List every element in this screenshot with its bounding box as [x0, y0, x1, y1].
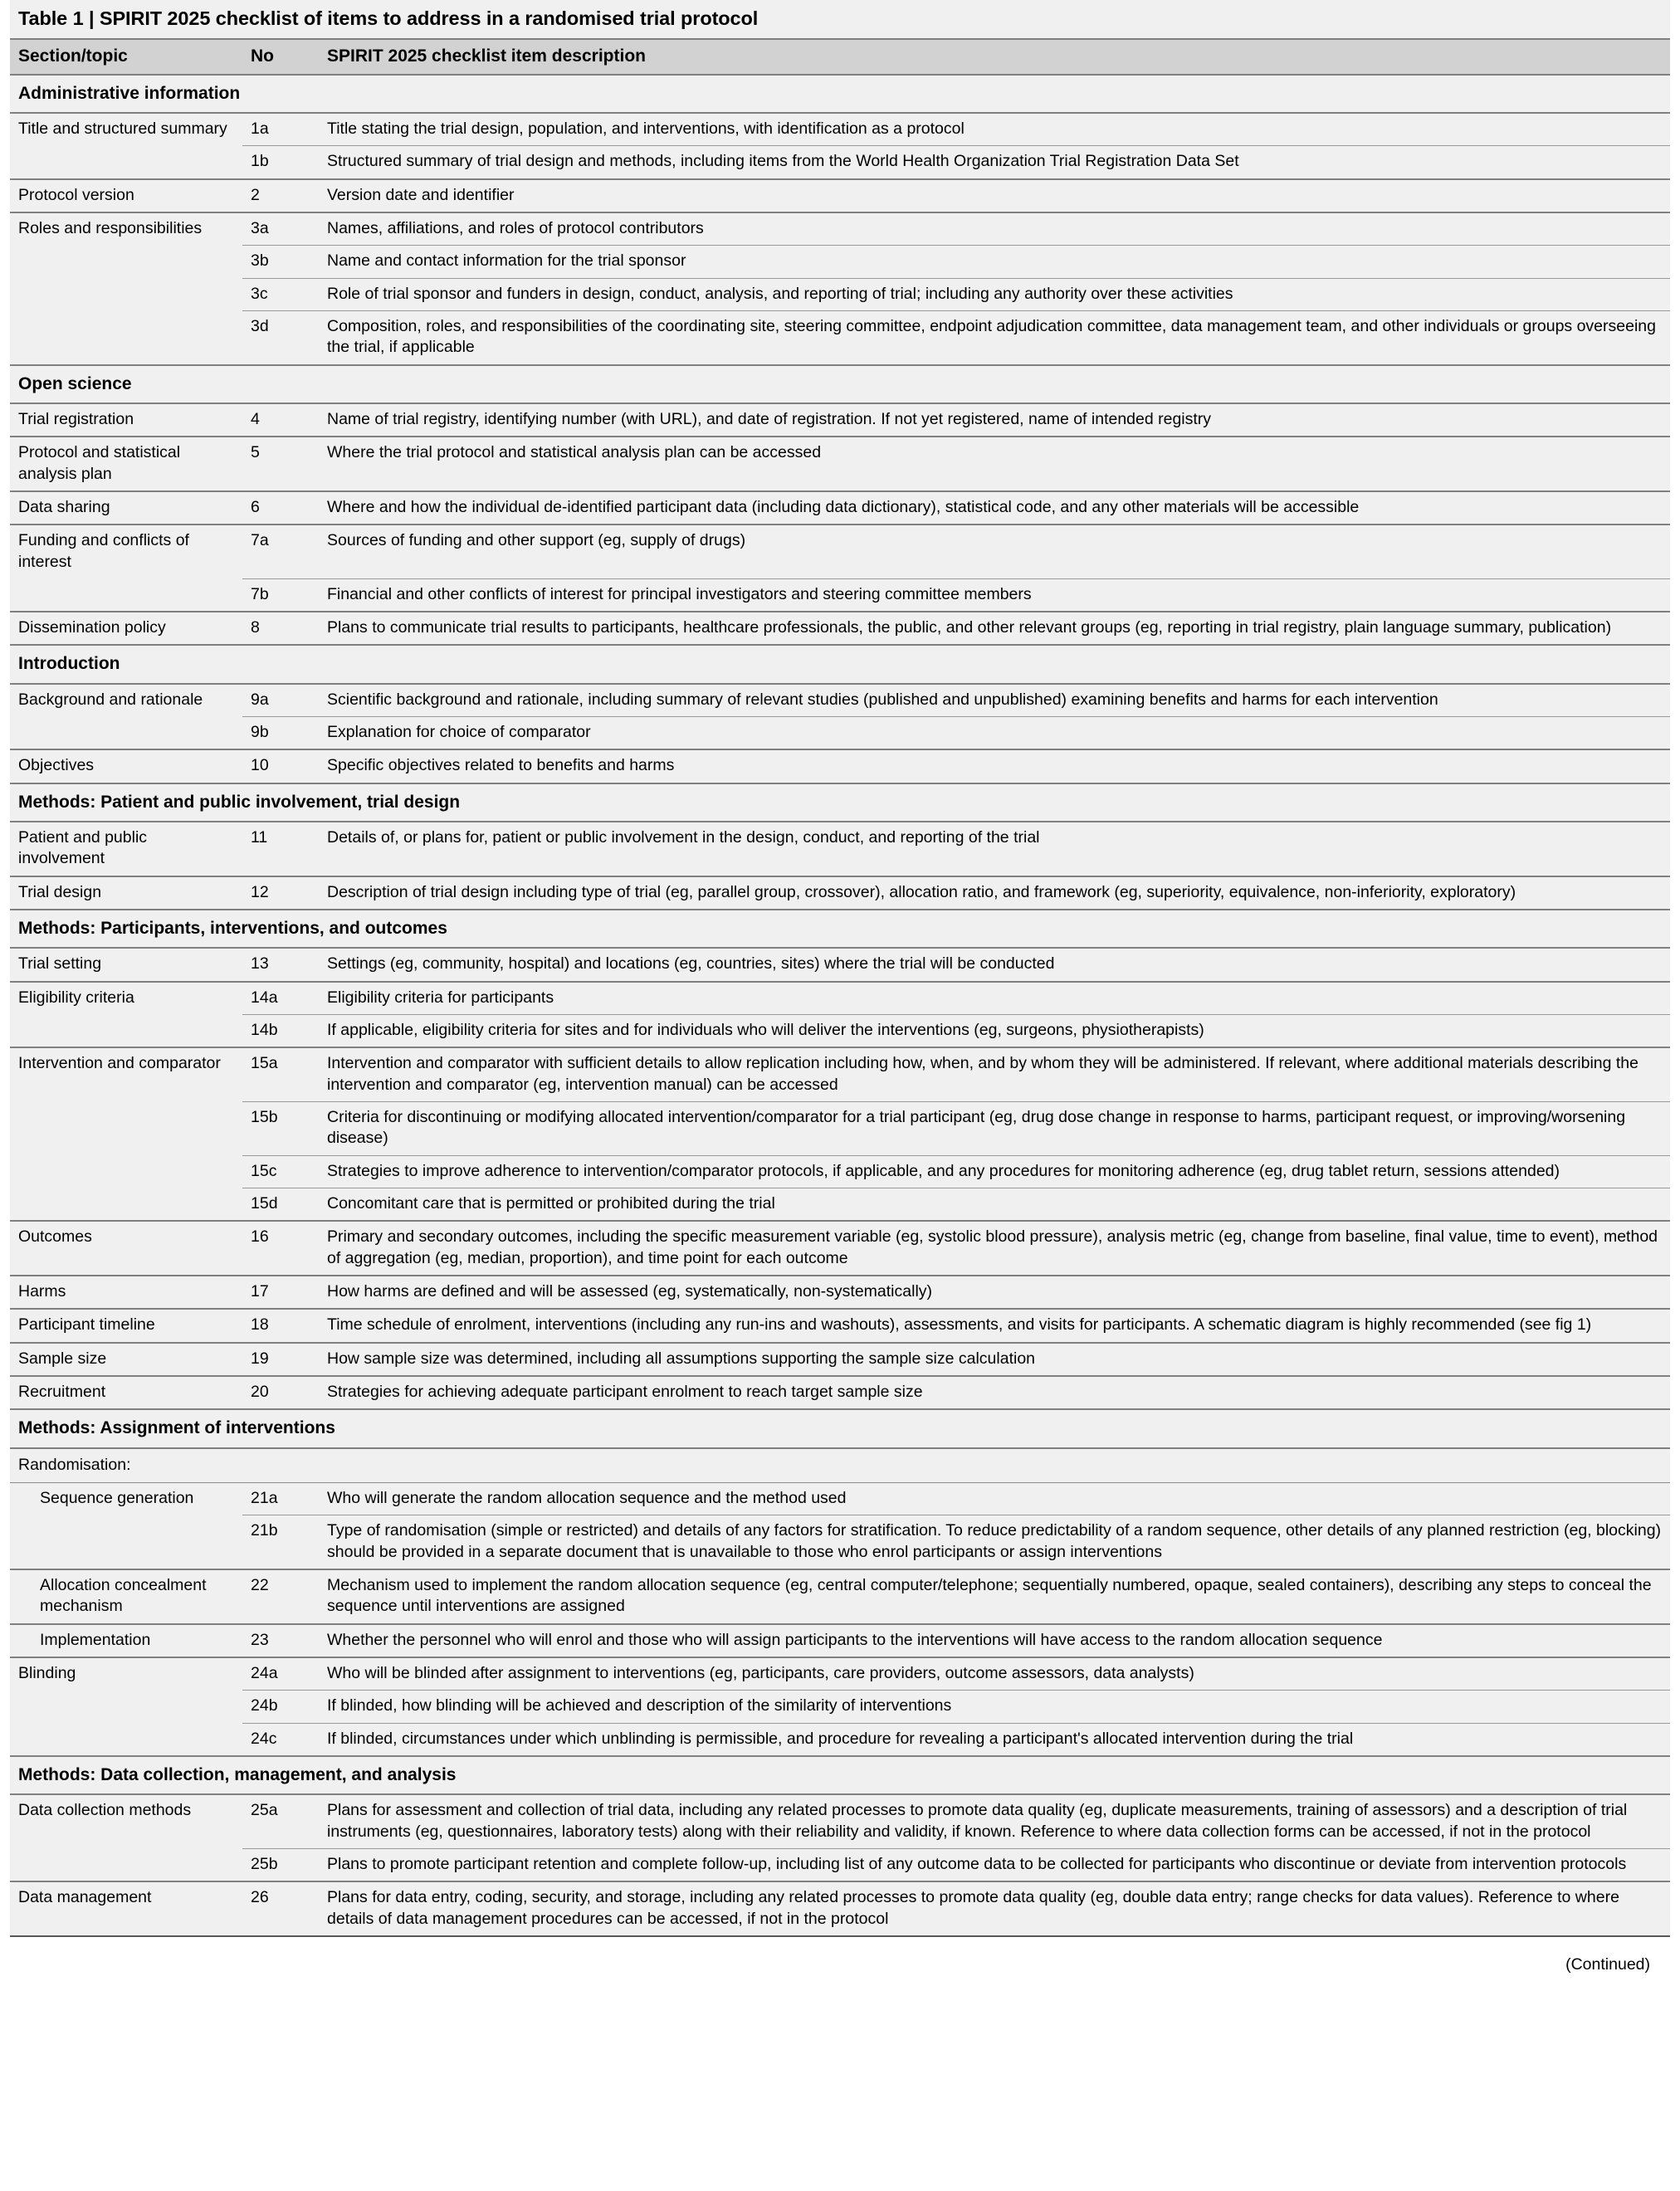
row-item-number: 9b — [242, 716, 319, 749]
table-title: Table 1 | SPIRIT 2025 checklist of items to address in a randomised trial protocol — [10, 0, 1670, 40]
row-item-number: 1a — [242, 113, 319, 146]
table-row — [10, 1691, 1670, 1723]
row-item-number: 15d — [242, 1188, 319, 1221]
table-row — [10, 1047, 1670, 1101]
row-section-topic — [10, 1155, 242, 1188]
column-header-section: Section/topic — [10, 40, 242, 74]
row-item-description: Plans to communicate trial results to participants, healthcare professionals, the public, and other relevant groups (eg, reporting in trial registry, plain language summary, publication) — [319, 612, 1670, 645]
row-section-topic — [10, 278, 242, 310]
row-item-description: Specific objectives related to benefits and harms — [319, 749, 1670, 783]
table-row — [10, 1515, 1670, 1569]
row-section-topic: Protocol version — [10, 179, 242, 212]
section-heading-row — [10, 75, 1670, 113]
row-section-topic: Outcomes — [10, 1221, 242, 1276]
row-section-topic — [10, 1691, 242, 1723]
row-item-number: 7a — [242, 525, 319, 578]
row-item-number: 18 — [242, 1309, 319, 1342]
row-section-topic: Data sharing — [10, 491, 242, 525]
row-section-topic: Implementation — [10, 1624, 242, 1657]
table-row — [10, 1309, 1670, 1342]
table-row — [10, 1624, 1670, 1657]
row-section-topic: Recruitment — [10, 1376, 242, 1409]
section-heading-label: Methods: Patient and public involvement, trial design — [10, 783, 1670, 822]
row-item-number: 12 — [242, 876, 319, 910]
row-item-description: Name of trial registry, identifying number (with URL), and date of registration. If not yet registered, name of intended registry — [319, 403, 1670, 437]
row-item-description: How sample size was determined, including all assumptions supporting the sample size calculation — [319, 1343, 1670, 1376]
table-row — [10, 612, 1670, 645]
row-item-number: 10 — [242, 749, 319, 783]
row-section-topic — [10, 1014, 242, 1047]
table-row — [10, 982, 1670, 1015]
row-section-topic — [10, 246, 242, 278]
row-item-description: Who will generate the random allocation sequence and the method used — [319, 1483, 1670, 1515]
table-row — [10, 578, 1670, 612]
row-item-description: Primary and secondary outcomes, including the specific measurement variable (eg, systolic blood pressure), analysis metric (eg, change from baseline, final value, time to event), method of aggregation (eg, median, proportion), and time point for each outcome — [319, 1221, 1670, 1276]
row-item-description: Type of randomisation (simple or restricted) and details of any factors for stratification. To reduce predictability of a random sequence, other details of any planned restriction (eg, blocking) should be provided in a separate document that is unavailable to those who enrol participants or assign interventions — [319, 1515, 1670, 1569]
column-header-description: SPIRIT 2025 checklist item description — [319, 40, 1670, 74]
row-item-description: Version date and identifier — [319, 179, 1670, 212]
row-section-topic: Trial design — [10, 876, 242, 910]
table-row — [10, 525, 1670, 578]
row-section-topic — [10, 1188, 242, 1221]
row-item-number: 25b — [242, 1849, 319, 1882]
row-item-number: 22 — [242, 1569, 319, 1624]
row-section-topic: Eligibility criteria — [10, 982, 242, 1015]
table-row — [10, 1014, 1670, 1047]
column-header-no: No — [242, 40, 319, 74]
row-section-topic: Protocol and statistical analysis plan — [10, 437, 242, 491]
row-item-number: 14a — [242, 982, 319, 1015]
table-row — [10, 1155, 1670, 1188]
table-row — [10, 491, 1670, 525]
table-body — [10, 75, 1670, 1936]
row-item-number: 24a — [242, 1657, 319, 1691]
row-item-description: Time schedule of enrolment, interventions (including any run-ins and washouts), assessments, and visits for participants. A schematic diagram is highly recommended (see fig 1) — [319, 1309, 1670, 1342]
row-item-description: Who will be blinded after assignment to interventions (eg, participants, care providers, outcome assessors, data analysts) — [319, 1657, 1670, 1691]
table-row — [10, 1483, 1670, 1515]
row-section-topic — [10, 1723, 242, 1756]
row-item-number: 16 — [242, 1221, 319, 1276]
row-section-topic: Harms — [10, 1276, 242, 1309]
row-item-number: 4 — [242, 403, 319, 437]
row-item-description: Plans to promote participant retention and complete follow-up, including list of any outcome data to be collected for participants who discontinue or deviate from intervention protocols — [319, 1849, 1670, 1882]
table-row — [10, 876, 1670, 910]
row-section-topic — [10, 716, 242, 749]
section-heading-row — [10, 365, 1670, 403]
section-heading-label: Methods: Participants, interventions, and outcomes — [10, 910, 1670, 948]
row-item-description: Title stating the trial design, population, and interventions, with identification as a protocol — [319, 113, 1670, 146]
row-item-number: 8 — [242, 612, 319, 645]
row-item-description: Sources of funding and other support (eg, supply of drugs) — [319, 525, 1670, 578]
row-item-description: Settings (eg, community, hospital) and locations (eg, countries, sites) where the trial will be conducted — [319, 948, 1670, 981]
section-heading-label: Introduction — [10, 645, 1670, 683]
table-row — [10, 146, 1670, 179]
row-section-topic: Roles and responsibilities — [10, 212, 242, 246]
row-item-description: If blinded, circumstances under which unblinding is permissible, and procedure for revealing a participant's allocated intervention during the trial — [319, 1723, 1670, 1756]
row-item-number: 25a — [242, 1794, 319, 1848]
row-item-description: Where and how the individual de-identified participant data (including data dictionary), statistical code, and any other materials will be accessible — [319, 491, 1670, 525]
table-row — [10, 1794, 1670, 1848]
row-item-description: Explanation for choice of comparator — [319, 716, 1670, 749]
row-item-description: Scientific background and rationale, including summary of relevant studies (published and unpublished) examining benefits and harms for each intervention — [319, 684, 1670, 717]
table-row — [10, 403, 1670, 437]
table-row — [10, 179, 1670, 212]
table-header — [10, 40, 1670, 74]
row-item-number: 14b — [242, 1014, 319, 1047]
row-item-description: If blinded, how blinding will be achieved and description of the similarity of interventions — [319, 1691, 1670, 1723]
row-item-number: 24c — [242, 1723, 319, 1756]
row-section-topic: Data collection methods — [10, 1794, 242, 1848]
row-item-description: Composition, roles, and responsibilities of the coordinating site, steering committee, endpoint adjudication committee, data management team, and other individuals or groups overseeing the trial, if applicable — [319, 311, 1670, 365]
sub-heading-label: Randomisation: — [10, 1448, 1670, 1483]
row-section-topic: Title and structured summary — [10, 113, 242, 146]
table-row — [10, 437, 1670, 491]
table-header-row — [10, 40, 1670, 74]
section-heading-row — [10, 1756, 1670, 1794]
row-section-topic: Blinding — [10, 1657, 242, 1691]
table-row — [10, 822, 1670, 876]
table-row — [10, 1188, 1670, 1221]
table-row — [10, 749, 1670, 783]
section-heading-row — [10, 910, 1670, 948]
row-item-description: Plans for data entry, coding, security, and storage, including any related processes to promote data quality (eg, double data entry; range checks for data values). Reference to where details of data management procedures can be accessed, if not in the protocol — [319, 1881, 1670, 1936]
row-item-number: 19 — [242, 1343, 319, 1376]
row-item-description: Role of trial sponsor and funders in design, conduct, analysis, and reporting of trial; including any authority over these activities — [319, 278, 1670, 310]
row-item-description: Strategies for achieving adequate participant enrolment to reach target sample size — [319, 1376, 1670, 1409]
row-item-number: 13 — [242, 948, 319, 981]
row-item-number: 20 — [242, 1376, 319, 1409]
row-item-number: 24b — [242, 1691, 319, 1723]
row-item-number: 11 — [242, 822, 319, 876]
row-item-number: 26 — [242, 1881, 319, 1936]
row-section-topic — [10, 146, 242, 179]
row-item-number: 3c — [242, 278, 319, 310]
table-row — [10, 1723, 1670, 1756]
row-item-number: 15b — [242, 1101, 319, 1155]
row-item-number: 15a — [242, 1047, 319, 1101]
row-section-topic: Allocation concealment mechanism — [10, 1569, 242, 1624]
row-item-description: Where the trial protocol and statistical analysis plan can be accessed — [319, 437, 1670, 491]
row-item-number: 2 — [242, 179, 319, 212]
table-row — [10, 1101, 1670, 1155]
table-row — [10, 1376, 1670, 1409]
row-item-number: 21a — [242, 1483, 319, 1515]
row-item-description: Mechanism used to implement the random allocation sequence (eg, central computer/telephone; sequentially numbered, opaque, sealed containers), describing any steps to conceal the sequence until interventions are assigned — [319, 1569, 1670, 1624]
row-item-number: 15c — [242, 1155, 319, 1188]
row-section-topic: Sequence generation — [10, 1483, 242, 1515]
row-section-topic: Objectives — [10, 749, 242, 783]
row-item-description: Eligibility criteria for participants — [319, 982, 1670, 1015]
row-section-topic: Data management — [10, 1881, 242, 1936]
row-item-number: 3a — [242, 212, 319, 246]
row-item-description: Details of, or plans for, patient or public involvement in the design, conduct, and reporting of the trial — [319, 822, 1670, 876]
table-row — [10, 278, 1670, 310]
section-heading-row — [10, 1409, 1670, 1447]
table-row — [10, 311, 1670, 365]
table-row — [10, 1221, 1670, 1276]
section-heading-row — [10, 783, 1670, 822]
row-item-description: If applicable, eligibility criteria for sites and for individuals who will deliver the interventions (eg, surgeons, physiotherapists) — [319, 1014, 1670, 1047]
row-section-topic: Funding and conflicts of interest — [10, 525, 242, 578]
section-heading-label: Methods: Data collection, management, and analysis — [10, 1756, 1670, 1794]
sub-heading-row — [10, 1448, 1670, 1483]
section-heading-label: Administrative information — [10, 75, 1670, 113]
spirit-checklist-table — [10, 40, 1670, 1937]
row-item-description: Criteria for discontinuing or modifying allocated intervention/comparator for a trial participant (eg, drug dose change in response to harms, participant request, or improving/worsening disease) — [319, 1101, 1670, 1155]
row-section-topic — [10, 311, 242, 365]
row-item-description: Plans for assessment and collection of trial data, including any related processes to promote data quality (eg, duplicate measurements, training of assessors) and a description of trial instruments (eg, questionnaires, laboratory tests) along with their reliability and validity, if known. Reference to where data collection forms can be accessed, if not in the protocol — [319, 1794, 1670, 1848]
table-row — [10, 684, 1670, 717]
row-item-number: 1b — [242, 146, 319, 179]
table-continued-note: (Continued) — [10, 1937, 1670, 1986]
row-section-topic — [10, 1849, 242, 1882]
row-item-number: 3b — [242, 246, 319, 278]
table-row — [10, 1657, 1670, 1691]
row-section-topic: Dissemination policy — [10, 612, 242, 645]
row-item-number: 23 — [242, 1624, 319, 1657]
table-row — [10, 948, 1670, 981]
row-section-topic: Participant timeline — [10, 1309, 242, 1342]
table-row — [10, 1343, 1670, 1376]
section-heading-row — [10, 645, 1670, 683]
row-section-topic: Trial setting — [10, 948, 242, 981]
row-section-topic: Sample size — [10, 1343, 242, 1376]
table-row — [10, 1569, 1670, 1624]
row-item-description: Intervention and comparator with sufficient details to allow replication including how, when, and by whom they will be administered. If relevant, where additional materials describing the intervention and comparator (eg, intervention manual) can be accessed — [319, 1047, 1670, 1101]
row-item-number: 7b — [242, 578, 319, 612]
row-item-number: 9a — [242, 684, 319, 717]
row-section-topic — [10, 1101, 242, 1155]
table-row — [10, 1276, 1670, 1309]
row-section-topic: Patient and public involvement — [10, 822, 242, 876]
row-item-description: Whether the personnel who will enrol and those who will assign participants to the interventions will have access to the random allocation sequence — [319, 1624, 1670, 1657]
row-section-topic — [10, 578, 242, 612]
row-item-number: 3d — [242, 311, 319, 365]
row-item-description: Name and contact information for the trial sponsor — [319, 246, 1670, 278]
row-item-number: 5 — [242, 437, 319, 491]
row-item-description: Financial and other conflicts of interest for principal investigators and steering committee members — [319, 578, 1670, 612]
row-item-number: 21b — [242, 1515, 319, 1569]
table-row — [10, 1849, 1670, 1882]
row-item-description: Concomitant care that is permitted or prohibited during the trial — [319, 1188, 1670, 1221]
table-row — [10, 246, 1670, 278]
section-heading-label: Open science — [10, 365, 1670, 403]
row-item-description: Strategies to improve adherence to intervention/comparator protocols, if applicable, and any procedures for monitoring adherence (eg, drug tablet return, sessions attended) — [319, 1155, 1670, 1188]
row-item-number: 17 — [242, 1276, 319, 1309]
row-item-description: Names, affiliations, and roles of protocol contributors — [319, 212, 1670, 246]
table-row — [10, 716, 1670, 749]
row-item-number: 6 — [242, 491, 319, 525]
table-row — [10, 113, 1670, 146]
row-section-topic: Intervention and comparator — [10, 1047, 242, 1101]
row-item-description: Structured summary of trial design and methods, including items from the World Health Organization Trial Registration Data Set — [319, 146, 1670, 179]
row-section-topic: Trial registration — [10, 403, 242, 437]
section-heading-label: Methods: Assignment of interventions — [10, 1409, 1670, 1447]
row-item-description: Description of trial design including type of trial (eg, parallel group, crossover), allocation ratio, and framework (eg, superiority, equivalence, non-inferiority, exploratory) — [319, 876, 1670, 910]
row-section-topic — [10, 1515, 242, 1569]
row-item-description: How harms are defined and will be assessed (eg, systematically, non-systematically) — [319, 1276, 1670, 1309]
row-section-topic: Background and rationale — [10, 684, 242, 717]
table-row — [10, 212, 1670, 246]
table-row — [10, 1881, 1670, 1936]
